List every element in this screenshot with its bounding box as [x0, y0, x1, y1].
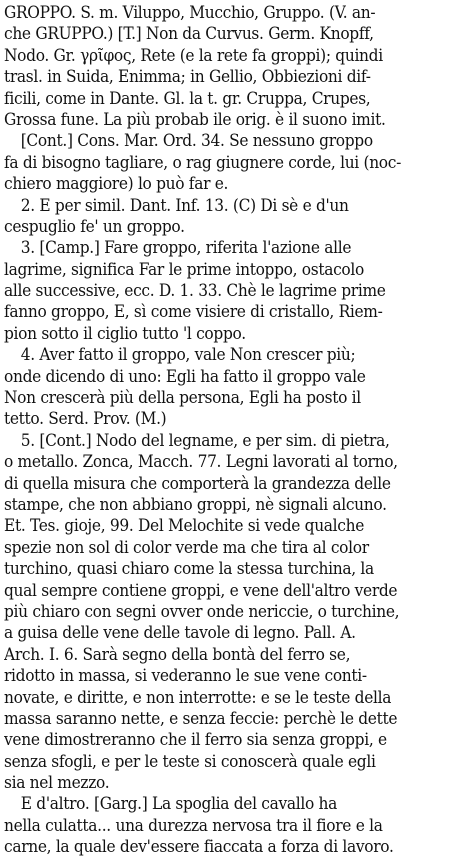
- text-line: fa di bisogno tagliare, o rag giugnere corde, lui (noc-: [4, 152, 401, 172]
- text-line: onde dicendo di uno: Egli ha fatto il groppo vale: [4, 366, 366, 386]
- text-line: senza sfogli, e per le teste si conoscerà quale egli: [4, 751, 376, 771]
- text-line: Non crescerà più della persona, Egli ha posto il: [4, 388, 361, 408]
- text-line: cespuglio fe' un groppo.: [4, 216, 185, 236]
- text-line: Et. Tes. gioje, 99. Del Melochite si vede qualche: [4, 516, 365, 536]
- text-line: E d'altro. [Garg.] La spoglia del cavallo ha: [20, 794, 338, 814]
- text-line: 4. Aver fatto il groppo, vale Non crescer più;: [20, 345, 356, 365]
- text-line: tetto. Serd. Prov. (M.): [4, 409, 167, 429]
- text-line: spezie non sol di color verde ma che tira al color: [4, 537, 369, 557]
- text-line: ridotto in massa, si vederanno le sue vene conti-: [4, 666, 367, 686]
- text-line: alle successive, ecc. D. 1. 33. Chè le lagrime prime: [4, 281, 386, 301]
- text-line: qual sempre contiene groppi, e vene dell'altro verde: [4, 580, 398, 600]
- text-line: sia nel mezzo.: [4, 773, 110, 793]
- text-line: Grossa fune. La più probab ile orig. è il suono imit.: [4, 109, 386, 129]
- text-line: Nodo. Gr. γρῖφος, Rete (e la rete fa groppi); quindi: [4, 45, 383, 65]
- text-line: fanno groppo, E, sì come visiere di cristallo, Riem-: [4, 302, 383, 322]
- text-line: ficili, come in Dante. Gl. la t. gr. Cruppa, Crupes,: [4, 88, 371, 108]
- text-line: pion sotto il ciglio tutto 'l coppo.: [4, 323, 246, 343]
- text-line: [Cont.] Cons. Mar. Ord. 34. Se nessuno groppo: [20, 131, 373, 151]
- text-line: vene dimostreranno che il ferro sia senza groppi, e: [4, 730, 387, 750]
- text-line: a guisa delle vene delle tavole di legno. Pall. A.: [4, 623, 356, 643]
- text-line: o metallo. Zonca, Macch. 77. Legni lavorati al torno,: [4, 452, 398, 472]
- text-line: stampe, che non abbiano groppi, nè signali alcuno.: [4, 494, 387, 514]
- text-line: turchino, quasi chiaro come la stessa turchina, la: [4, 559, 374, 579]
- text-line: novate, e diritte, e non interrotte: e se le teste della: [4, 687, 392, 707]
- text-line: GROPPO. S. m. Viluppo, Mucchio, Gruppo. (V. an-: [4, 3, 376, 22]
- text-line: 5. [Cont.] Nodo del legname, e per sim. di pietra,: [20, 430, 390, 450]
- text-line: chiero maggiore) lo può far e.: [4, 174, 229, 194]
- text-line: Arch. I. 6. Sarà segno della bontà del ferro se,: [4, 644, 351, 664]
- text-line: lagrime, significa Far le prime intoppo, ostacolo: [4, 259, 364, 279]
- text-line: di quella misura che comporterà la grandezza delle: [4, 473, 391, 493]
- text-line: massa saranno nette, e senza feccie: perchè le dette: [4, 708, 398, 728]
- text-line: nella culatta... una durezza nervosa tra il fiore e la: [4, 815, 383, 835]
- text-line: trasl. in Suida, Enimma; in Gellio, Obbiezioni dif-: [4, 67, 371, 87]
- text-line: 2. E per simil. Dant. Inf. 13. (C) Di sè e d'un: [20, 195, 349, 215]
- text-line: più chiaro con segni ovver onde nericcie, o turchine,: [4, 601, 400, 621]
- text-line: 3. [Camp.] Fare groppo, riferita l'azione alle: [20, 238, 352, 258]
- text-line: che GRUPPO.) [T.] Non da Curvus. Germ. Knopff,: [4, 24, 374, 44]
- text-line: carne, la quale dev'essere fiaccata a forza di lavoro.: [4, 837, 394, 857]
